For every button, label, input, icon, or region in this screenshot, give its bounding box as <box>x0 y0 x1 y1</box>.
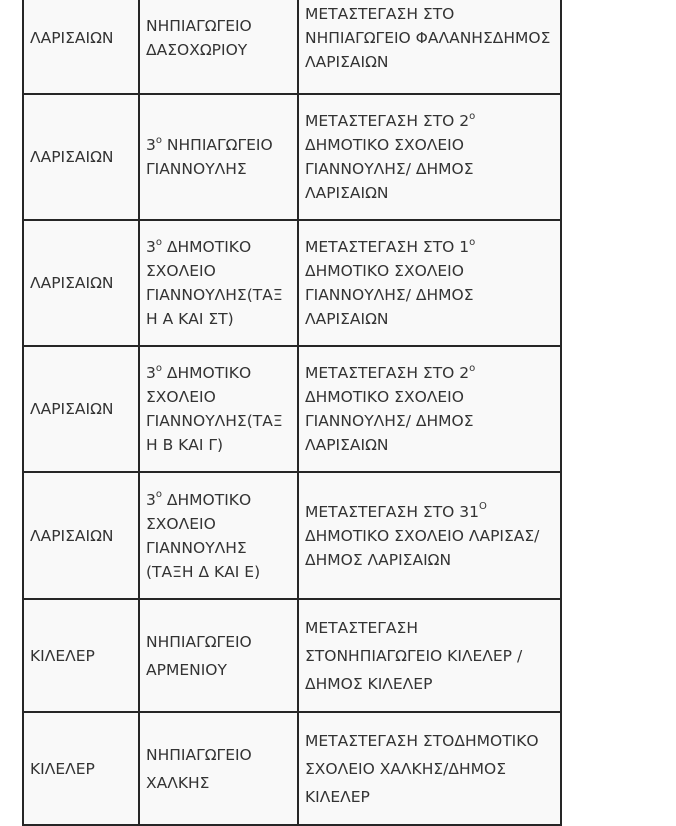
action-text: ΔΗΜΟΤΙΚΟ ΣΧΟΛΕΙΟ ΓΙΑΝΝΟΥΛΗΣ/ ΔΗΜΟΣ ΛΑΡΙΣΑΙΩΝ <box>305 388 474 454</box>
school-ordinal: 3 <box>146 238 156 256</box>
school-text: ΔΗΜΟΤΙΚΟ ΣΧΟΛΕΙΟ ΓΙΑΝΝΟΥΛΗΣ(ΤΑΞΗ Α ΚΑΙ ΣΤ) <box>146 238 283 328</box>
region-cell <box>23 472 139 599</box>
region-cell <box>23 220 139 346</box>
action-text: ΜΕΤΑΣΤΕΓΑΣΗ ΣΤΟΝΗΠΙΑΓΩΓΕΙΟ ΚΙΛΕΛΕΡ /ΔΗΜΟΣ ΚΙΛΕΛΕΡ <box>305 618 523 693</box>
school-cell <box>139 599 298 712</box>
school-text: ΔΗΜΟΤΙΚΟ ΣΧΟΛΕΙΟ ΓΙΑΝΝΟΥΛΗΣ (ΤΑΞΗ Δ ΚΑΙ Ε) <box>146 490 261 581</box>
school-ordinal: 3 <box>146 490 156 509</box>
relocation-table <box>22 0 562 826</box>
action-prefix: ΜΕΤΑΣΤΕΓΑΣΗ ΣΤΟ 2 <box>305 364 470 382</box>
school-cell <box>139 472 298 599</box>
school-text: ΔΗΜΟΤΙΚΟ ΣΧΟΛΕΙΟ ΓΙΑΝΝΟΥΛΗΣ(ΤΑΞΗ Β ΚΑΙ Γ) <box>146 364 283 454</box>
school-cell <box>139 712 298 825</box>
school-ordinal: 3 <box>146 364 156 382</box>
region-cell <box>23 94 139 220</box>
action-prefix: ΜΕΤΑΣΤΕΓΑΣΗ ΣΤΟ 1 <box>305 238 470 256</box>
region-text: ΚΙΛΕΛΕΡ <box>30 646 95 665</box>
action-text: ΜΕΤΑΣΤΕΓΑΣΗ ΣΤΟΔΗΜΟΤΙΚΟ ΣΧΟΛΕΙΟ ΧΑΛΚΗΣ/ΔΗΜΟΣ ΚΙΛΕΛΕΡ <box>305 731 539 806</box>
action-cell <box>298 712 561 825</box>
region-text: ΚΙΛΕΛΕΡ <box>30 759 95 778</box>
school-ordinal-suffix: ο <box>155 489 162 501</box>
action-ordinal-suffix: ο <box>469 110 476 122</box>
school-ordinal: 3 <box>146 136 156 154</box>
table-row <box>23 0 561 94</box>
school-cell <box>139 0 298 94</box>
school-ordinal-suffix: ο <box>155 134 162 146</box>
table-row <box>23 94 561 220</box>
table-row <box>23 472 561 599</box>
school-text: ΝΗΠΙΑΓΩΓΕΙΟ ΑΡΜΕΝΙΟΥ <box>146 632 252 679</box>
school-ordinal-suffix: ο <box>155 236 162 248</box>
table-row <box>23 220 561 346</box>
action-cell <box>298 0 561 94</box>
region-text: ΛΑΡΙΣΑΙΩΝ <box>30 29 114 47</box>
region-text: ΛΑΡΙΣΑΙΩΝ <box>30 400 114 418</box>
region-cell <box>23 599 139 712</box>
action-ordinal-suffix: Ο <box>479 501 487 513</box>
action-text: ΔΗΜΟΤΙΚΟ ΣΧΟΛΕΙΟ ΓΙΑΝΝΟΥΛΗΣ/ ΔΗΜΟΣ ΛΑΡΙΣΑΙΩΝ <box>305 262 474 328</box>
action-ordinal-suffix: ο <box>469 236 476 248</box>
school-cell <box>139 94 298 220</box>
action-text: ΜΕΤΑΣΤΕΓΑΣΗ ΣΤΟ ΝΗΠΙΑΓΩΓΕΙΟ ΦΑΛΑΝΗΣΔΗΜΟΣ ΛΑΡΙΣΑΙΩΝ <box>305 5 551 71</box>
action-prefix: ΜΕΤΑΣΤΕΓΑΣΗ ΣΤΟ 2 <box>305 112 470 130</box>
school-cell <box>139 220 298 346</box>
table-row <box>23 599 561 712</box>
school-ordinal-suffix: ο <box>155 362 162 374</box>
action-cell <box>298 599 561 712</box>
table-row <box>23 346 561 472</box>
action-text: ΔΗΜΟΤΙΚΟ ΣΧΟΛΕΙΟ ΓΙΑΝΝΟΥΛΗΣ/ ΔΗΜΟΣ ΛΑΡΙΣΑΙΩΝ <box>305 136 474 202</box>
action-cell <box>298 220 561 346</box>
region-cell <box>23 712 139 825</box>
action-ordinal-suffix: ο <box>469 362 476 374</box>
school-text: ΝΗΠΙΑΓΩΓΕΙΟ ΓΙΑΝΝΟΥΛΗΣ <box>146 136 273 178</box>
action-text: ΔΗΜΟΤΙΚΟ ΣΧΟΛΕΙΟ ΛΑΡΙΣΑΣ/ ΔΗΜΟΣ ΛΑΡΙΣΑΙΩΝ <box>305 526 540 569</box>
school-text: ΝΗΠΙΑΓΩΓΕΙΟ ΧΑΛΚΗΣ <box>146 745 252 792</box>
action-cell <box>298 94 561 220</box>
region-cell <box>23 346 139 472</box>
action-prefix: ΜΕΤΑΣΤΕΓΑΣΗ ΣΤΟ 31 <box>305 502 480 521</box>
action-cell <box>298 472 561 599</box>
region-cell <box>23 0 139 94</box>
school-text: ΝΗΠΙΑΓΩΓΕΙΟ ΔΑΣΟΧΩΡΙΟΥ <box>146 17 252 59</box>
region-text: ΛΑΡΙΣΑΙΩΝ <box>30 274 114 292</box>
region-text: ΛΑΡΙΣΑΙΩΝ <box>30 148 114 166</box>
action-cell <box>298 346 561 472</box>
region-text: ΛΑΡΙΣΑΙΩΝ <box>30 526 114 545</box>
school-cell <box>139 346 298 472</box>
table-row <box>23 712 561 825</box>
